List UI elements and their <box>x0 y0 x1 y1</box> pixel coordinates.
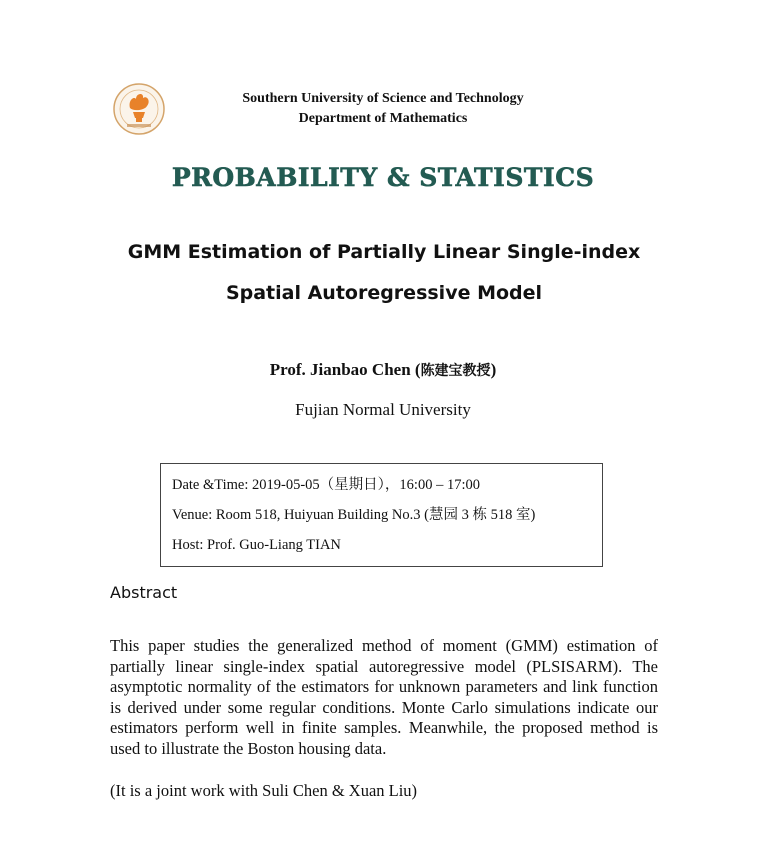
speaker-affiliation: Fujian Normal University <box>295 400 471 419</box>
joint-work-note: (It is a joint work with Suli Chen & Xuan Liu) <box>110 781 418 800</box>
series-title: PROBABILITY & STATISTICS <box>171 163 595 192</box>
department-name: Department of Mathematics <box>298 111 468 126</box>
event-info-box <box>160 463 603 567</box>
event-datetime: Date &Time: 2019-05-05（星期日），16:00 – 17:00 <box>172 477 480 493</box>
speaker-close-paren: ) <box>490 360 497 379</box>
abstract-body: This paper studies the generalized method of moment (GMM) estimation of partially linear single-index spatial autoregressive model (PLSISARM). The asymptotic normality of the estimators for unknown parameters and link function is derived under some regular conditions. Monte Carlo simulations indicate our estimators perform well in finite samples. Meanwhile, the proposed method is used to illustrate the Boston housing data. <box>110 636 658 758</box>
university-name: Southern University of Science and Technology <box>242 91 524 106</box>
speaker-name-chinese: 陈建宝教授 <box>420 364 491 379</box>
speaker <box>150 359 616 383</box>
event-host: Host: Prof. Guo-Liang TIAN <box>172 537 341 553</box>
talk-title-line1: GMM Estimation of Partially Linear Single-index <box>127 241 641 263</box>
talk-title-line2: Spatial Autoregressive Model <box>225 282 543 304</box>
speaker-name: Prof. Jianbao Chen ( <box>269 360 421 379</box>
abstract-heading: Abstract <box>110 583 178 602</box>
event-venue: Venue: Room 518, Huiyuan Building No.3 (慧园 3 栋 518 室) <box>172 507 536 523</box>
